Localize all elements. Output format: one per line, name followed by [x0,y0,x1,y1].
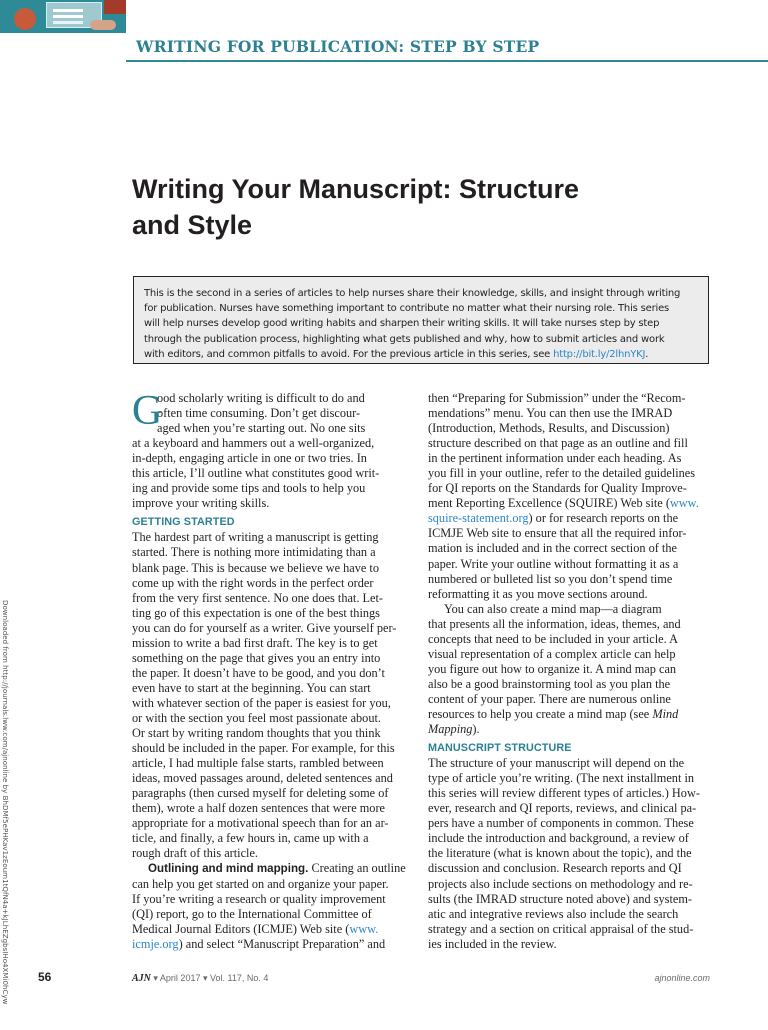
text-line: pers have a number of components in common. These [428,816,694,831]
text-line [428,722,708,737]
text-line: even have to start at the beginning. You can start [132,680,371,695]
text-line: ticle, and finally, a few hours in, came up with a [132,831,369,846]
series-intro-box [133,276,709,364]
text-line: for QI reports on the Standards for Quality Improve- [428,481,687,496]
text-line: you fill in your outline, refer to the detailed guidelines [428,466,696,481]
intro-line: through the publication process, highlighting what gets published and why, how to submit articles and work [144,333,665,345]
italic-ref: Mind [652,706,679,721]
text-line: at a keyboard and hammers out a well-organized, [132,436,375,451]
text-line: appropriate for a motivational speech than for an ar- [132,816,389,831]
text-line: this article, I’ll outline what constitutes good writ- [132,466,380,481]
text-line: blank page. This is because we believe we have to [132,560,379,575]
text-line: them), wrote a half dozen sentences that were more [132,801,385,816]
italic-ref: Mapping [428,722,473,737]
text-line: rough draft of this article. [132,846,259,861]
squire-link[interactable]: squire-statement.org [428,511,529,526]
text-line: should be included in the paper. For example, for this [132,741,395,756]
intro-text: with editors, and common pitfalls to avoid. For the previous article in this series, see [144,348,554,360]
text-line: ideas, moved passages around, deleted sentences and [132,771,393,786]
text-line: in the pertinent information under each heading. As [428,451,682,466]
drop-cap: G [132,388,163,434]
text-line: ing and provide some tips and tools to help you [132,481,366,496]
text-run: Creating an outline [308,861,406,876]
intro-line: for publication. Nurses have something important to contribute no matter what their nursing role. This series [144,303,670,315]
text-line: can help you get started on and organize your paper. [132,876,389,891]
run-in-heading: Outlining and mind mapping. [148,862,309,876]
squire-link[interactable]: www. [669,496,699,511]
text-line: sults (the IMRAD structure noted above) and system- [428,891,692,906]
text-line: include the introduction and background, a review of [428,831,689,846]
intro-end: . [645,348,649,360]
page-number: 56 [38,970,52,984]
text-run: ) and select “Manuscript Preparation” and [178,936,386,951]
text-line [132,861,412,876]
text-line: discussion and conclusion. Research reports and QI [428,861,682,876]
text-line: the paper. It doesn’t have to be good, and you don’t [132,665,385,680]
text-line: or with the section you feel most passionate about. [132,710,381,725]
heading-manuscript-structure: MANUSCRIPT STRUCTURE [428,742,572,755]
text-line: If you’re writing a research or quality improvement [132,891,386,906]
text-line: atic and integrative reviews also include the search [428,906,679,921]
previous-article-link[interactable]: http://bit.ly/2lhnYKJ [553,348,646,360]
text-line: structure described on that page as an outline and fill [428,436,688,451]
text-line: aged when you’re starting out. No one sits [157,421,366,436]
header-thumbnail-image [0,0,126,33]
download-note-line: Downloaded from http://journals.lww.com/ajnonline by BhDMf5ePHKav1zEoum1tQfN4a+kJLhEZgbsIHo4XMi0hCyw [1,600,10,1005]
intro-line: will help nurses develop good writing habits and sharpen their writing skills. It will take nurses step by step [144,318,660,330]
download-note [0,600,10,1030]
thumbnail-sleeve [104,0,126,14]
text-line: type of article you’re writing. (The next installment in [428,771,695,786]
intro-line [144,347,698,362]
text-line: ting go of this expectation is one of the best things [132,605,380,620]
text-line: The structure of your manuscript will depend on the [428,756,685,771]
text-line: in-depth, engaging article in one or two tries. In [132,451,367,466]
text-line: concepts that need to be included in your article. A [428,631,678,646]
article-title-line: Writing Your Manuscript: Structure [132,174,580,204]
text-line: visual representation of a complex article can help [428,646,676,661]
text-line: with whatever section of the paper is easiest for you, [132,695,391,710]
text-line: mendations” menu. You can then use the IMRAD [428,406,673,421]
heading-getting-started: GETTING STARTED [132,516,235,529]
text-line: The hardest part of writing a manuscript is getting [132,530,379,545]
text-run: ) or for research reports on the [528,511,679,526]
text-line: article, I had multiple false starts, rambled between [132,756,384,771]
text-line [428,707,708,722]
text-line: ICMJE Web site to ensure that all the required infor- [428,526,687,541]
text-line: Or start by writing random thoughts that you think [132,726,381,741]
text-line: something on the page that gives you an entry into [132,650,381,665]
text-line: numbered or bulleted list so you don’t spend time [428,571,673,586]
icmje-link[interactable]: www. [349,921,379,936]
text-line [132,922,412,937]
text-line: also be a good brainstorming tool as you plan the [428,676,671,691]
journal-info [132,973,268,984]
text-run: ). [472,722,480,737]
text-line: projects also include sections on methodology and re- [428,876,693,891]
text-run: Medical Journal Editors (ICMJE) Web site ( [132,921,350,936]
text-line: come up with the right words in the perfect order [132,575,374,590]
text-line: paper. Write your outline without formatting it as a [428,556,679,571]
text-line [132,937,412,952]
text-line: the literature (what is known about the topic), and the [428,846,692,861]
text-line: mation is included and in the correct section of the [428,541,677,556]
left-column [132,388,412,952]
text-line: content of your paper. There are numerous online [428,691,671,706]
journal-website[interactable]: ajnonline.com [654,973,710,983]
text-line: from the very first sentence. No one does that. Let- [132,590,383,605]
text-line: You can also create a mind map—a diagram [444,601,662,616]
issue-info: ▾ April 2017 ▾ Vol. 117, No. 4 [150,973,269,983]
header-rule [126,60,768,62]
journal-name: AJN [132,973,151,984]
thumbnail-hand [90,20,116,30]
text-line [428,511,708,526]
text-line: improve your writing skills. [132,496,270,511]
text-line: started. There is nothing more intimidating than a [132,545,376,560]
text-line: you figure out how to organize it. A mind map can [428,661,677,676]
thumbnail-person [14,8,36,30]
text-line: ies included in the review. [428,936,557,951]
opening-paragraph [132,388,412,511]
text-line: that presents all the information, ideas, themes, and [428,616,681,631]
text-line: this series will review different types of articles.) How- [428,786,700,801]
text-line: reformatting it as you move sections around. [428,586,648,601]
text-line: paragraphs (then cursed myself for deleting some of [132,786,389,801]
section-title: WRITING FOR PUBLICATION: STEP BY STEP [136,37,540,56]
text-line: ever, research and QI reports, reviews, and clinical pa- [428,801,697,816]
text-line: then “Preparing for Submission” under the “Recom- [428,391,686,405]
text-line: (Introduction, Methods, Results, and Discussion) [428,421,670,436]
text-line: strategy and a section on critical appraisal of the stud- [428,921,694,936]
right-column [428,391,708,952]
text-run: ment Reporting Excellence (SQUIRE) Web site ( [428,496,670,511]
intro-line: This is the second in a series of articles to help nurses share their knowledge, skills, and insight through writing [144,288,681,299]
text-line [428,496,708,511]
article-title-line: and Style [132,210,253,240]
text-line: (QI) report, go to the International Committee of [132,906,372,921]
text-run: resources to help you create a mind map (see [428,706,653,721]
article-title [132,171,692,243]
text-line: mission to write a bad first draft. The key is to get [132,635,378,650]
text-line: ood scholarly writing is difficult to do and [157,391,365,405]
icmje-link[interactable]: icmje.org [132,936,179,951]
text-line: often time consuming. Don’t get discour- [157,406,361,421]
text-line: you can do for yourself as a writer. Give yourself per- [132,620,397,635]
